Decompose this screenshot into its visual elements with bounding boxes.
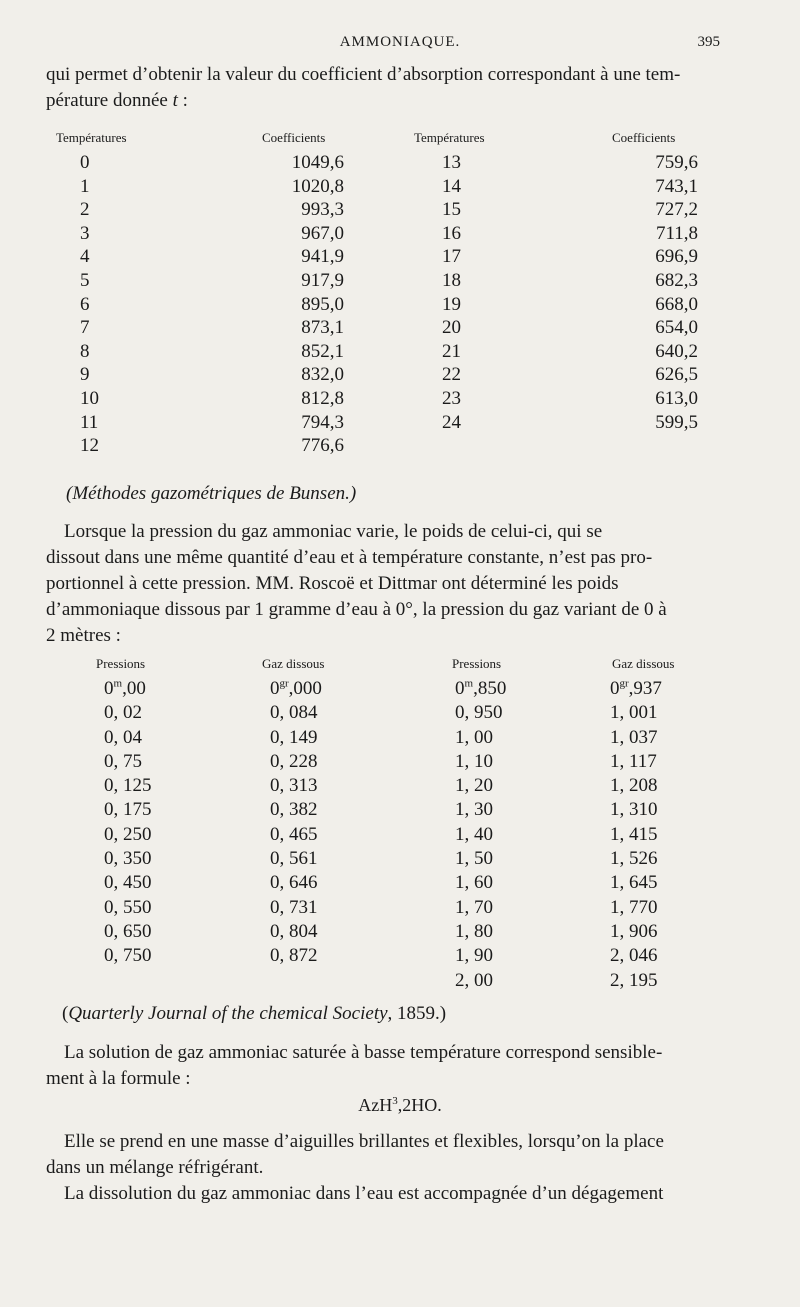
table-cell: 1, 208 (610, 775, 658, 797)
table-row (56, 921, 716, 945)
table-cell: 1, 40 (455, 823, 493, 845)
table-cell: 0, 450 (104, 872, 152, 894)
text-line: ment à la formule : (46, 1068, 191, 1089)
table-cell: 0, 125 (104, 775, 152, 797)
table-cell: 776,6 (301, 435, 344, 457)
table-cell: 20 (442, 317, 461, 339)
table-row (56, 435, 716, 459)
table-cell: 17 (442, 246, 461, 268)
text-line: pérature donnée t : (46, 90, 188, 111)
table-cell: 743,1 (655, 175, 698, 197)
table-cell: $0^{gr},000$ (270, 677, 322, 699)
table-cell: 794,3 (301, 411, 344, 433)
table-row (56, 317, 716, 341)
table-row (56, 412, 716, 436)
table-cell: 15 (442, 199, 461, 221)
table-cell: 0, 149 (270, 726, 318, 748)
table-cell: 967,0 (301, 222, 344, 244)
column-header: Pressions (452, 656, 502, 671)
table-cell: 0, 350 (104, 848, 152, 870)
table-row (56, 970, 716, 994)
table-cell: 1, 645 (610, 872, 658, 894)
text-line: 2 mètres : (46, 625, 121, 646)
table-cell: 6 (80, 293, 90, 315)
table-cell: 0, 75 (104, 750, 142, 772)
table-row (56, 294, 716, 318)
table-row (56, 799, 716, 823)
table-row (56, 848, 716, 872)
table-body (56, 678, 716, 994)
text-line: qui permet d’obtenir la valeur du coefficient d’absorption correspondant à une tem- (46, 64, 681, 85)
table-row (56, 824, 716, 848)
table-cell: 24 (442, 411, 461, 433)
table-cell: 852,1 (301, 340, 344, 362)
table-cell: 2, 046 (610, 945, 658, 967)
table-cell: 1, 415 (610, 823, 658, 845)
table-cell: 640,2 (655, 340, 698, 362)
pression-paragraph (46, 519, 722, 649)
table2-caption: (Quarterly Journal of the chemical Society, 1859.) (62, 1003, 447, 1024)
table-row (56, 270, 716, 294)
table-cell: 1, 60 (455, 872, 493, 894)
table-cell: 0, 465 (270, 823, 318, 845)
table-row (56, 388, 716, 412)
table-cell: 668,0 (655, 293, 698, 315)
text-line: Elle se prend en une masse d’aiguilles brillantes et flexibles, lorsqu’on la place (64, 1131, 664, 1152)
table-row (56, 727, 716, 751)
table-cell: 19 (442, 293, 461, 315)
table-cell: 832,0 (301, 364, 344, 386)
table-cell: 0, 02 (104, 702, 142, 724)
table-cell: 7 (80, 317, 90, 339)
table-cell: 1, 037 (610, 726, 658, 748)
running-head-title: AMMONIAQUE. (339, 34, 461, 50)
table-cell: 1, 00 (455, 726, 493, 748)
table-cell: 0, 250 (104, 823, 152, 845)
table-cell: 0, 228 (270, 750, 318, 772)
table-row (56, 945, 716, 969)
table-cell: 1 (80, 175, 90, 197)
crystal-paragraph (46, 1129, 722, 1181)
table-cell: 895,0 (301, 293, 344, 315)
table-cell: 1, 90 (455, 945, 493, 967)
dissolved-gas-table (56, 656, 716, 994)
table-cell: 1020,8 (291, 175, 344, 197)
table-cell: 0 (80, 152, 90, 173)
table-cell: 0, 731 (270, 896, 318, 918)
table-cell: 0, 084 (270, 702, 318, 724)
table-cell: 1, 117 (610, 750, 657, 772)
table-cell: 0, 561 (270, 848, 318, 870)
table-cell: 759,6 (655, 152, 698, 173)
column-header: Températures (414, 130, 485, 145)
table-cell: 654,0 (655, 317, 698, 339)
table-cell: 0, 650 (104, 920, 152, 942)
table-cell: 1, 70 (455, 896, 493, 918)
column-header: Pressions (96, 656, 146, 671)
table-cell: 18 (442, 269, 461, 291)
table-cell: 16 (442, 222, 461, 244)
table-header-row (56, 656, 716, 674)
text-line: d’ammoniaque dissous par 1 gramme d’eau à 0°, la pression du gaz variant de 0 à (46, 599, 667, 620)
table-cell: 0$^m$,00 (104, 677, 146, 699)
saturation-paragraph (46, 1040, 722, 1092)
table-cell: 0, 646 (270, 872, 318, 894)
table-cell: 1, 20 (455, 775, 493, 797)
table-cell: 1, 80 (455, 920, 493, 942)
table-cell: 1, 770 (610, 896, 658, 918)
table-cell: 10 (80, 387, 99, 409)
table-cell: 8 (80, 340, 90, 362)
text-line: dissout dans une même quantité d’eau et à température constante, n’est pas pro- (46, 547, 653, 568)
table-cell: 23 (442, 387, 461, 409)
table-header-row (56, 130, 716, 148)
table-cell: 0, 313 (270, 775, 318, 797)
text-line: La solution de gaz ammoniac saturée à basse température correspond sensible- (64, 1042, 663, 1063)
table-cell: 1, 10 (455, 750, 493, 772)
table-cell: 14 (442, 175, 461, 197)
table-cell: 0, 382 (270, 799, 318, 821)
absorption-coefficient-table (56, 130, 716, 459)
table-cell: 0, 04 (104, 726, 142, 748)
page-number: 395 (697, 34, 720, 50)
table-row (56, 751, 716, 775)
table-row (56, 176, 716, 200)
table1-caption: (Méthodes gazométriques de Bunsen.) (66, 483, 357, 504)
table-cell: 727,2 (655, 199, 698, 221)
dissolution-paragraph (46, 1181, 722, 1207)
table-cell: 0, 804 (270, 920, 318, 942)
table-cell: 1, 526 (610, 848, 658, 870)
column-header: Coefficients (612, 130, 676, 145)
table-cell: 812,8 (301, 387, 344, 409)
table-cell: 873,1 (301, 317, 344, 339)
table-cell: 2, 00 (455, 969, 493, 991)
table-row (56, 341, 716, 365)
chemical-formula: AzH$^3$,2HO. (358, 1095, 442, 1115)
table-row (56, 364, 716, 388)
table-row (56, 152, 716, 176)
table-cell: 941,9 (301, 246, 344, 268)
text-line: La dissolution du gaz ammoniac dans l’eau est accompagnée d’un dégagement (64, 1183, 664, 1204)
table-cell: 711,8 (655, 222, 698, 244)
column-header: Gaz dissous (262, 656, 325, 671)
table-cell: 682,3 (655, 269, 698, 291)
intro-paragraph (46, 62, 722, 114)
column-header: Coefficients (262, 130, 326, 145)
table-cell: 1, 001 (610, 702, 658, 724)
table-cell: 993,3 (301, 199, 344, 221)
table-cell: 21 (442, 340, 461, 362)
table-cell: 1, 30 (455, 799, 493, 821)
table-cell: 0, 175 (104, 799, 152, 821)
column-header: Températures (56, 130, 127, 145)
table-body (56, 152, 716, 459)
table-row (56, 702, 716, 726)
table-cell: 1, 50 (455, 848, 493, 870)
table-row (56, 897, 716, 921)
table-cell: 917,9 (301, 269, 344, 291)
table-cell: 696,9 (655, 246, 698, 268)
table-row (56, 246, 716, 270)
table-cell: 12 (80, 435, 99, 457)
table-cell: 22 (442, 364, 461, 386)
table-cell: 5 (80, 269, 90, 291)
table-row (56, 872, 716, 896)
table-row (56, 775, 716, 799)
text-line: Lorsque la pression du gaz ammoniac varie, le poids de celui-ci, qui se (64, 521, 603, 542)
table-cell: 1049,6 (291, 152, 344, 173)
running-head (0, 34, 800, 56)
table-cell: 0, 872 (270, 945, 318, 967)
table-cell: 0, 950 (455, 702, 503, 724)
column-header: Gaz dissous (612, 656, 675, 671)
table-cell: 11 (80, 411, 99, 433)
table-cell: 0$^m$,850 (455, 677, 507, 699)
text-line: portionnel à cette pression. MM. Roscoë et Dittmar ont déterminé les poids (46, 573, 619, 594)
table-cell: 9 (80, 364, 90, 386)
text-line: dans un mélange réfrigérant. (46, 1157, 264, 1178)
table-row (56, 199, 716, 223)
table-cell: 3 (80, 222, 90, 244)
table-row (56, 223, 716, 247)
table-cell: 1, 310 (610, 799, 658, 821)
table-cell: 599,5 (655, 411, 698, 433)
table-cell: 4 (80, 246, 90, 268)
table-row (56, 678, 716, 702)
table-cell: 0, 550 (104, 896, 152, 918)
table-cell: 13 (442, 152, 461, 173)
table-cell: $0^{gr},937$ (610, 677, 662, 699)
table-cell: 613,0 (655, 387, 698, 409)
table-cell: 2, 195 (610, 969, 658, 991)
table-cell: 2 (80, 199, 90, 221)
table-cell: 1, 906 (610, 920, 658, 942)
table-cell: 0, 750 (104, 945, 152, 967)
table-cell: 626,5 (655, 364, 698, 386)
